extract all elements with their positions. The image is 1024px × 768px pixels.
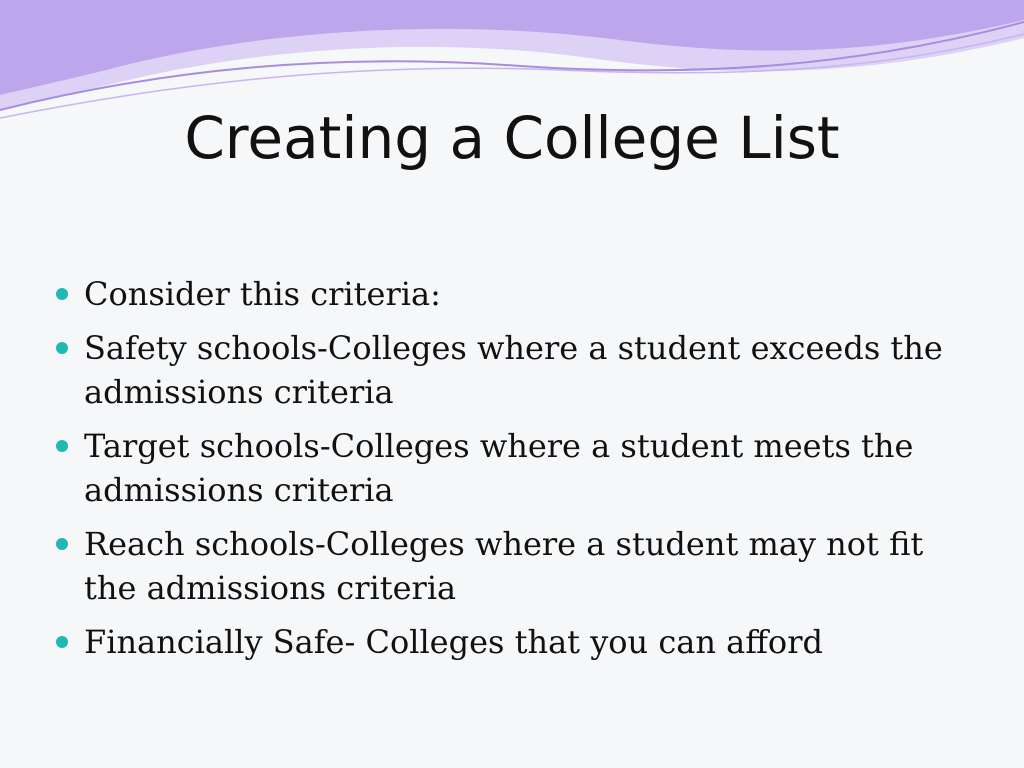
- bullet-text: Consider this criteria:: [84, 275, 441, 313]
- bullet-item: [50, 424, 980, 512]
- bullet-item: [50, 620, 980, 664]
- bullet-item: [50, 272, 980, 316]
- bullet-icon: [56, 342, 68, 354]
- bullet-icon: [56, 288, 68, 300]
- bullet-text: Target schools-Colleges where a student meets the admissions criteria: [84, 427, 914, 509]
- bullet-list: [50, 272, 980, 674]
- bullet-text: Safety schools-Colleges where a student exceeds the admissions criteria: [84, 329, 943, 411]
- bullet-item: [50, 326, 980, 414]
- bullet-item: [50, 522, 980, 610]
- bullet-icon: [56, 636, 68, 648]
- slide-title: Creating a College List: [184, 104, 840, 172]
- bullet-text: Financially Safe- Colleges that you can afford: [84, 623, 823, 661]
- bullet-icon: [56, 440, 68, 452]
- bullet-icon: [56, 538, 68, 550]
- bullet-text: Reach schools-Colleges where a student may not fit the admissions criteria: [84, 525, 924, 607]
